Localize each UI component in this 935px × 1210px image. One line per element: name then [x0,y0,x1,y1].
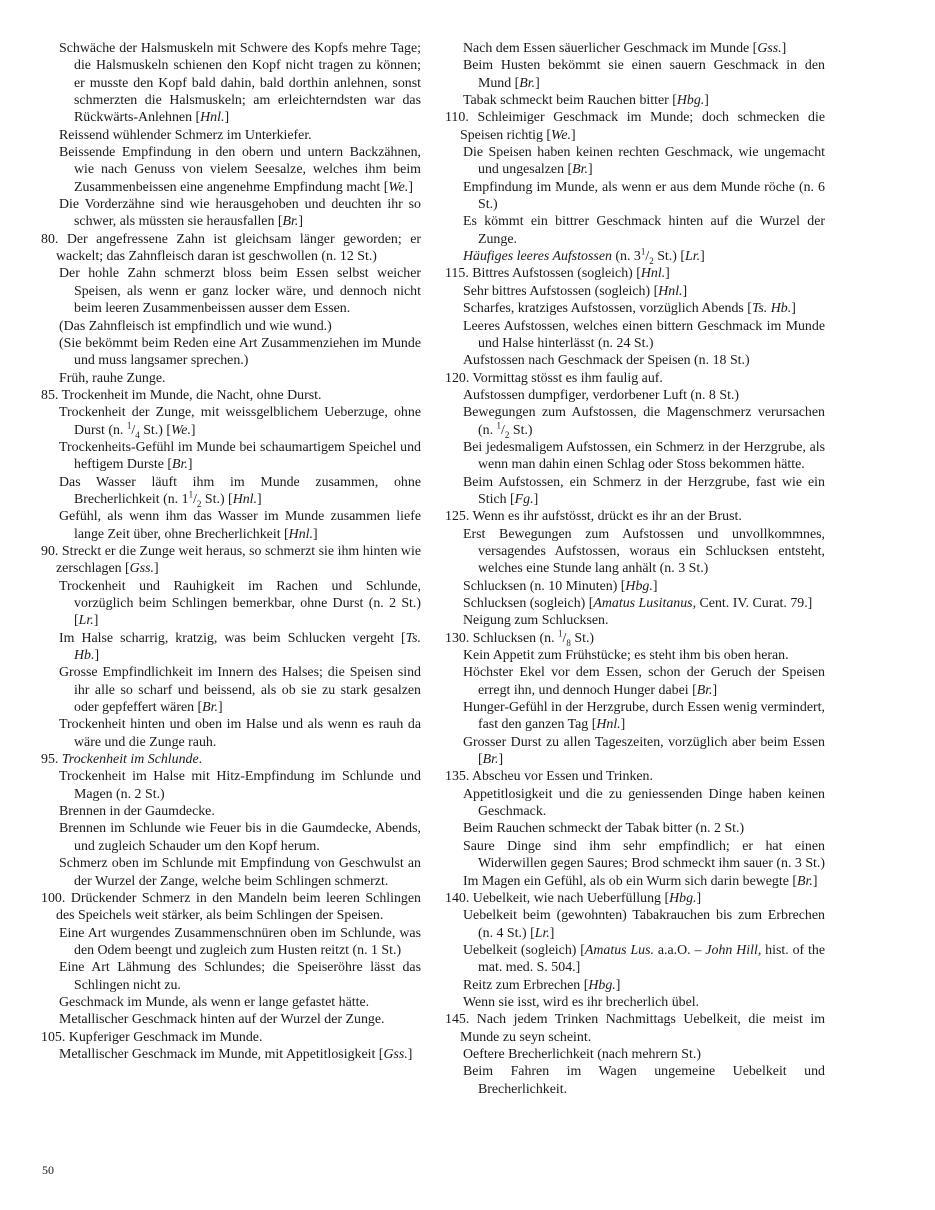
entry-text: Sehr bittres Aufstossen (sogleich) [Hnl.] [463,283,688,299]
symptom-entry [445,404,825,439]
entry-number: 145. [445,1012,477,1028]
symptom-entry [41,231,421,266]
symptom-entry [445,595,825,612]
entry-text: Trockenheit und Rauhigkeit im Rachen und Schlunde, vorzüglich beim Schlingen bemerkbar, ohne Durst (n. 2 St.) [Lr.] [59,578,421,629]
entry-text: Beim Aufstossen, ein Schmerz in der Herzgrube, fast wie ein Stich [Fg.] [463,474,825,507]
entry-text: Hunger-Gefühl in der Herzgrube, durch Essen wenig vermindert, fast den ganzen Tag [Hnl.] [463,700,825,733]
symptom-entry [445,664,825,699]
entry-text: Beim Husten bekömmt sie einen sauern Geschmack in den Mund [Br.] [463,58,825,91]
entry-text: Appetitlosigkeit und die zu geniessenden Dinge haben keinen Geschmack. [463,786,825,820]
entry-text: Im Halse scharrig, kratzig, was beim Schlucken vergeht [Ts. Hb.] [59,630,421,664]
symptom-entry [41,127,421,144]
entry-number: 100. [41,890,71,906]
symptom-entry [445,578,825,595]
symptom-entry [41,959,421,994]
symptom-entry [445,1011,825,1046]
entry-number: 105. [41,1029,69,1045]
symptom-entry [445,248,825,265]
symptom-entry [41,265,421,317]
symptom-entry [41,716,421,751]
entry-text: Geschmack im Munde, als wenn er lange gefastet hätte. [59,994,370,1010]
symptom-entry [445,474,825,509]
entry-number: 110. [445,110,478,126]
entry-number: 95. [41,752,62,768]
entry-text: Schmerz oben im Schlunde mit Empfindung von Geschwulst an der Wurzel der Zange, welche beim Schlingen schmerzt. [59,856,421,889]
symptom-entry [41,768,421,803]
entry-number: 115. [445,266,473,282]
symptom-entry [445,352,825,369]
entry-text: Uebelkeit (sogleich) [Amatus Lus. a.a.O. – John Hill, hist. of the mat. med. S. 504.] [463,942,825,976]
entry-text: Grosser Durst zu allen Tageszeiten, vorzüglich aber beim Essen [Br.] [463,734,825,768]
entry-text: Nach dem Essen säuerlicher Geschmack im Munde [Gss.] [463,41,787,56]
symptom-entry [41,439,421,474]
entry-text: Beim Rauchen schmeckt der Tabak bitter (n. 2 St.) [463,821,745,837]
symptom-entry [445,647,825,664]
symptom-entry [445,213,825,248]
entry-text: Uebelkeit, wie nach Ueberfüllung [Hbg.] [472,890,702,906]
symptom-entry [41,994,421,1011]
symptom-entry [41,664,421,716]
symptom-entry [445,838,825,873]
entry-text: Es kömmt ein bittrer Geschmack hinten auf die Wurzel der Zunge. [463,214,825,247]
symptom-entry [445,57,825,92]
symptom-entry [445,144,825,179]
symptom-entry [41,803,421,820]
entry-text: Schlucksen (n. 10 Minuten) [Hbg.] [463,578,658,594]
symptom-entry [445,387,825,404]
entry-text: Metallischer Geschmack hinten auf der Wurzel der Zunge. [59,1012,385,1028]
symptom-entry [41,630,421,665]
symptom-entry [41,578,421,630]
entry-text: (Das Zahnfleisch ist empfindlich und wie wund.) [59,318,332,334]
symptom-entry [445,1063,825,1098]
symptom-entry [41,543,421,578]
symptom-entry [445,40,825,57]
symptom-entry [41,751,421,768]
entry-text: Saure Dinge sind ihm sehr empfindlich; er hat einen Widerwillen gegen Saures; Brod schmeckt ihm sauer (n. 3 St.) [463,838,826,872]
entry-text: Reitz zum Erbrechen [Hbg.] [463,977,621,993]
entry-number: 130. [445,630,473,646]
symptom-entry [445,300,825,317]
symptom-entry [41,855,421,890]
symptom-entry [41,1011,421,1028]
entry-text: Trockenheits-Gefühl im Munde bei schaumartigem Speichel und heftigem Durste [Br.] [59,439,421,473]
symptom-entry [445,977,825,994]
entry-text: Beissende Empfindung in den obern und untern Backzähnen, wie nach Genuss von vielem Seesalze, welches ihm beim Zusammenbeissen eine angenehme Empfindung macht [We.] [59,145,421,195]
symptom-entry [41,404,421,439]
entry-text: Uebelkeit beim (gewohnten) Tabakrauchen bis zum Erbrechen (n. 4 St.) [Lr.] [463,908,825,941]
entry-text: Bittres Aufstossen (sogleich) [Hnl.] [472,266,670,282]
entry-number: 90. [41,543,62,559]
entry-text: Wenn sie isst, wird es ihr brecherlich übel. [463,994,700,1010]
entry-number: 120. [445,370,473,386]
page-number: 50 [42,1163,54,1177]
entry-text: Oeftere Brecherlichkeit (nach mehrern St.) [463,1046,701,1062]
entry-text: Schwäche der Halsmuskeln mit Schwere des Kopfs mehre Tage; die Halsmuskeln schienen den Kopf nicht tragen zu können; er musste den Kopf bald dahin, bald dorthin anlehnen, sonst schmerzten die Halsmuskeln; am erleichterndsten war das Rückwärts-Anlehnen [Hnl.] [59,41,421,126]
entry-text: Der hohle Zahn schmerzt bloss beim Essen selbst weicher Speisen, als wenn er ganz locker wäre, und dennoch nicht beim leeren Zusammenbeissen ausser dem Essen. [59,266,421,317]
entry-text: Schlucksen (n. $^1/_8$ St.) [472,628,595,648]
entry-text: Wenn es ihr aufstösst, drückt es ihr an der Brust. [472,509,742,525]
entry-text: (Sie bekömmt beim Reden eine Art Zusammenziehen im Munde und muss langsamer sprechen.) [59,335,421,369]
symptom-entry [41,1029,421,1046]
entry-text: Metallischer Geschmack im Munde, mit Appetitlosigkeit [Gss.] [59,1046,413,1062]
symptom-entry [445,508,825,525]
symptom-entry [445,699,825,734]
entry-text: Abscheu vor Essen und Trinken. [472,769,653,785]
entry-text: Neigung zum Schlucksen. [463,613,609,629]
symptom-entry [445,734,825,769]
entry-text: Eine Art Lähmung des Schlundes; die Speiseröhre lässt das Schlingen nicht zu. [59,960,421,993]
symptom-entry [41,820,421,855]
entry-text: Früh, rauhe Zunge. [59,370,166,386]
entry-text: Trockenheit im Schlunde. [61,752,203,768]
entry-text: Aufstossen nach Geschmack der Speisen (n. 18 St.) [463,353,750,369]
symptom-entry [445,109,825,144]
entry-number: 140. [445,890,473,906]
entry-text: Schleimiger Geschmack im Munde; doch schmecken die Speisen richtig [We.] [460,110,825,143]
symptom-entry [41,335,421,370]
symptom-entry [445,439,825,474]
symptom-entry [445,92,825,109]
symptom-entry [445,820,825,837]
entry-text: Scharfes, kratziges Aufstossen, vorzüglich Abends [Ts. Hb.] [463,301,796,317]
entry-text: Höchster Ekel vor dem Essen, schon der Geruch der Speisen erregt ihn, und dennoch Hunger dabei [Br.] [463,665,825,698]
symptom-entry [445,942,825,977]
symptom-entry [41,508,421,543]
entry-text: Häufiges leeres Aufstossen (n. $3^1/_2$ St.) [Lr.] [463,246,705,266]
entry-number: 135. [445,769,473,785]
entry-number: 125. [445,509,473,525]
entry-text: Kupferiger Geschmack im Munde. [68,1029,263,1045]
symptom-entry [41,318,421,335]
symptom-entry [41,890,421,925]
symptom-entry [445,370,825,387]
symptom-entry [445,526,825,578]
entry-text: Nach jedem Trinken Nachmittags Uebelkeit, die meist im Munde zu seyn scheint. [460,1012,826,1045]
symptom-entry [41,1046,421,1063]
symptom-entry [445,786,825,821]
entry-text: Brennen in der Gaumdecke. [59,804,215,820]
entry-text: Brennen im Schlunde wie Feuer bis in die Gaumdecke, Abends, und zugleich Schauder um den Kopf herum. [59,821,421,854]
entry-text: Trockenheit im Munde, die Nacht, ohne Durst. [61,387,322,403]
entry-text: Empfindung im Munde, als wenn er aus dem Munde röche (n. 6 St.) [463,179,825,213]
entry-text: Trockenheit der Zunge, mit weissgelblichem Ueberzuge, ohne Durst (n. $^1/_4$ St.) [We.] [59,405,421,440]
entry-text: Kein Appetit zum Frühstücke; es steht ihm bis oben heran. [463,648,789,664]
entry-text: Erst Bewegungen zum Aufstossen und unvollkommnes, versagendes Aufstossen, woraus ein Schlucksen entsteht, welches eine Stunde lang anhält (n. 3 St.) [463,526,825,577]
symptom-entry [41,474,421,509]
entry-text: Aufstossen dumpfiger, verdorbener Luft (n. 8 St.) [463,387,740,403]
entry-text: Tabak schmeckt beim Rauchen bitter [Hbg.] [463,93,709,109]
symptom-entry [445,890,825,907]
symptom-entry [445,318,825,353]
entry-text: Vormittag stösst es ihm faulig auf. [472,370,663,386]
symptom-entry [41,925,421,960]
symptom-entry [445,630,825,647]
entry-text: Beim Fahren im Wagen ungemeine Uebelkeit und Brecherlichkeit. [463,1064,825,1097]
symptom-entry [445,907,825,942]
entry-text: Drückender Schmerz in den Mandeln beim leeren Schlingen des Speichels weit stärker, als beim Schlingen der Speisen. [56,890,421,924]
symptom-entry [41,387,421,404]
entry-text: Die Vorderzähne sind wie herausgehoben und deuchten ihr so schwer, als müssten sie herausfallen [Br.] [59,197,421,230]
symptom-entry [445,612,825,629]
entry-number: 80. [41,231,67,247]
entry-text: Eine Art wurgendes Zusammenschnüren oben im Schlunde, was den Odem beengt und zugleich zum Husten reitzt (n. 1 St.) [59,925,421,958]
left-column [41,40,421,1063]
entry-text: Gefühl, als wenn ihm das Wasser im Munde zusammen liefe lange Zeit über, ohne Brecherlichkeit [Hnl.] [59,509,421,542]
entry-text: Das Wasser läuft ihm im Munde zusammen, ohne Brecherlichkeit (n. $1^1/_2$ St.) [Hnl.] [59,474,421,509]
entry-text: Leeres Aufstossen, welches einen bittern Geschmack im Munde und Halse hinterlässt (n. 24 St.) [463,318,825,351]
right-column [445,40,825,1098]
entry-number: 85. [41,387,62,403]
symptom-entry [445,873,825,890]
symptom-entry [445,1046,825,1063]
entry-text: Bei jedesmaligem Aufstossen, ein Schmerz in der Herzgrube, als wenn man dahin einen Schlag oder Stoss bekommen hätte. [463,439,825,473]
symptom-entry [41,370,421,387]
symptom-entry [41,144,421,196]
entry-text: Grosse Empfindlichkeit im Innern des Halses; die Speisen sind ihr alle so scharf und beissend, als ob sie zu stark gesalzen oder gepfeffert wären [Br.] [59,665,421,716]
entry-text: Im Magen ein Gefühl, als ob ein Wurm sich darin bewegte [Br.] [463,873,818,889]
entry-text: Die Speisen haben keinen rechten Geschmack, wie ungemacht und ungesalzen [Br.] [463,145,825,178]
entry-text: Trockenheit im Halse mit Hitz-Empfindung im Schlunde und Magen (n. 2 St.) [59,769,421,802]
entry-text: Schlucksen (sogleich) [Amatus Lusitanus, Cent. IV. Curat. 79.] [463,596,813,611]
symptom-entry [445,179,825,214]
entry-text: Streckt er die Zunge weit heraus, so schmerzt sie ihm hinten wie zerschlagen [Gss.] [56,543,421,577]
symptom-entry [445,283,825,300]
entry-text: Bewegungen zum Aufstossen, die Magenschmerz verursachen (n. $^1/_2$ St.) [463,405,825,440]
symptom-entry [41,196,421,231]
symptom-entry [445,768,825,785]
entry-text: Reissend wühlender Schmerz im Unterkiefer. [59,127,312,143]
entry-text: Der angefressene Zahn ist gleichsam länger geworden; er wackelt; das Zahnfleisch daran ist geschwollen (n. 12 St.) [56,231,421,265]
entry-text: Trockenheit hinten und oben im Halse und als wenn es rauh da wäre und die Zunge rauh. [59,717,421,750]
symptom-entry [445,265,825,282]
symptom-entry [445,994,825,1011]
symptom-entry [41,40,421,127]
